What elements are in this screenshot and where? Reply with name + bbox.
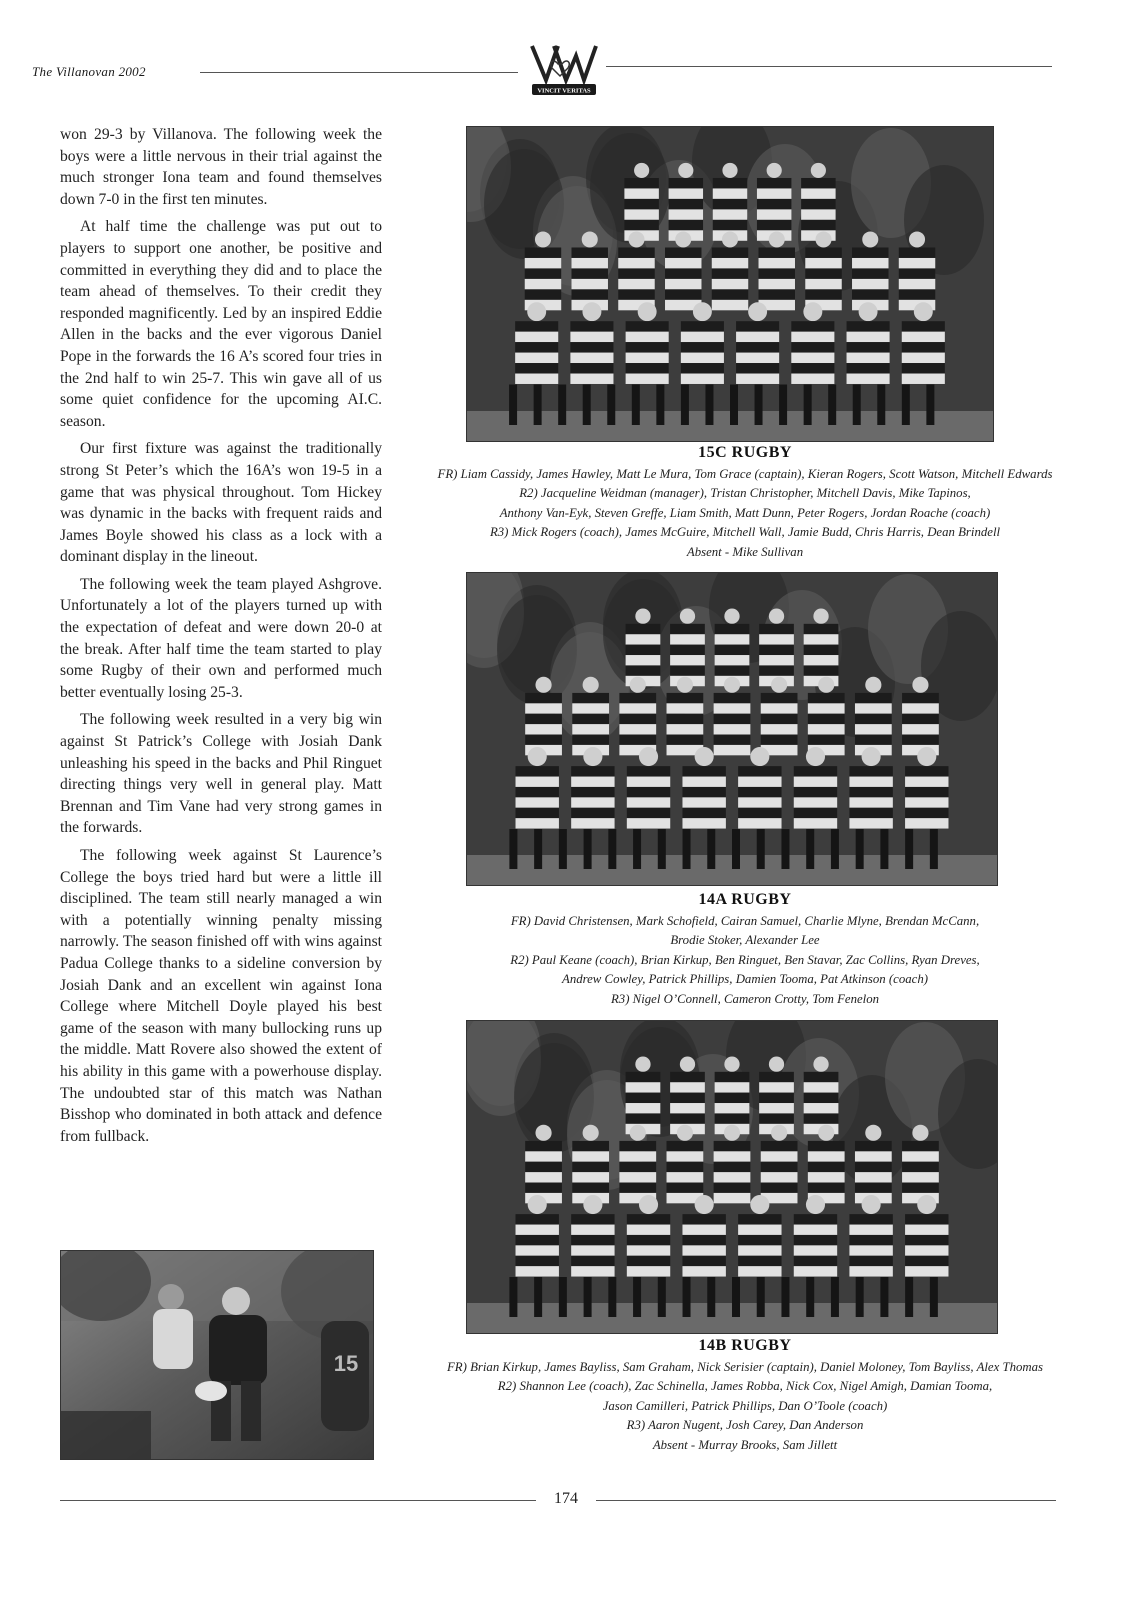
team-photo-art — [467, 127, 993, 441]
header-rule-left — [200, 72, 518, 73]
roster-line: Anthony Van-Eyk, Steven Greffe, Liam Smith, Matt Dunn, Peter Rogers, Jordan Roache (coach) — [499, 505, 991, 520]
roster-line: FR) David Christensen, Mark Schofield, Cairan Samuel, Charlie Mlyne, Brendan McCann, — [510, 914, 980, 928]
team-title: 14A RUGBY — [698, 891, 792, 908]
team-photo-14a — [466, 572, 998, 886]
roster-line: R2) Paul Keane (coach), Brian Kirkup, Ben Ringuet, Ben Stavar, Zac Collins, Ryan Dreves, — [510, 952, 980, 967]
footer-rule-right — [596, 1500, 1056, 1501]
team-photo-14b — [466, 1020, 998, 1334]
roster-line: FR) Brian Kirkup, James Bayliss, Sam Graham, Nick Serisier (captain), Daniel Moloney, Tom Bayliss, Alex Thomas — [446, 1360, 1044, 1374]
roster-line: Absent - Mike Sullivan — [686, 544, 804, 559]
roster-line: R2) Jacqueline Weidman (manager), Tristan Christopher, Mitchell Davis, Mike Tapinos, — [519, 486, 971, 501]
team-title: 15C RUGBY — [698, 444, 792, 461]
paragraph: Our first fixture was against the traditionally strong St Peter’s which the 16A’s won 19-5 in a game that was physical throughout. Tom Hickey was dynamic in the backs with frequent raids and James Boyle showed his class as a lock with a dominant display in the lineout. — [60, 440, 382, 566]
team-photo-art — [467, 573, 997, 885]
roster-line: FR) Liam Cassidy, James Hawley, Matt Le Mura, Tom Grace (captain), Kieran Rogers, Scott Watson, Mitchell Edwards — [437, 467, 1053, 481]
team-title: 14B RUGBY — [698, 1337, 792, 1354]
roster-line: Jason Camilleri, Patrick Phillips, Dan O’Toole (coach) — [602, 1398, 888, 1413]
roster-line: Absent - Murray Brooks, Sam Jillett — [652, 1437, 838, 1452]
running-header: The Villanovan 2002 — [32, 64, 146, 79]
footer-rule-left — [60, 1500, 536, 1501]
roster-line: R3) Aaron Nugent, Josh Carey, Dan Anderson — [626, 1418, 864, 1433]
crest-motto: VINCIT VERITAS — [537, 87, 591, 95]
roster-line: Andrew Cowley, Patrick Phillips, Damien Tooma, Pat Atkinson (coach) — [562, 972, 928, 987]
article-body — [60, 124, 382, 1153]
paragraph: won 29-3 by Villanova. The following week the boys were a little nervous in their trial against the much stronger Iona team and found themselves down 7-0 in the first ten minutes. — [60, 126, 382, 208]
header-rule-right — [606, 66, 1052, 67]
roster-line: Brodie Stoker, Alexander Lee — [670, 933, 820, 948]
caption-14b — [400, 1335, 1090, 1455]
caption-15c — [400, 442, 1090, 562]
match-action-photo — [60, 1250, 374, 1460]
paragraph: The following week the team played Ashgrove. Unfortunately a lot of the players turned up with the expectation of defeat and were down 20-0 at the break. After half time the team started to play some Rugby of their own and performed much better eventually losing 25-3. — [60, 575, 382, 701]
caption-14a — [400, 889, 1090, 1009]
team-photo-art — [467, 1021, 997, 1333]
page-number: 174 — [554, 1490, 578, 1507]
paragraph: At half time the challenge was put out to players to support one another, be positive and committed in everything they did and to place the team ahead of themselves. To their credit they responded magnificently. Led by an inspired Eddie Allen in the backs and the ever vigorous Daniel Pope in the forwards the 16 A’s scored four tries in the 2nd half to win 25-7. This win gave all of us some quiet confidence for the upcoming AI.C. season. — [60, 218, 382, 430]
school-crest-logo — [528, 40, 600, 98]
roster-line: R2) Shannon Lee (coach), Zac Schinella, James Robba, Nick Cox, Nigel Amigh, Damian Tooma, — [497, 1379, 993, 1394]
paragraph: The following week against St Laurence’s College the boys tried hard but were a little ill disciplined. The team still nearly managed a win with a potentially winning penalty missing narrowly. The season finished off with wins against Padua College thanks to a sideline conversion by Josiah Dank and an excellent win against Iona College where Mitchell Doyle played his best game of the season with many bullocking runs up the middle. Matt Rovere also showed the extent of his ability in this game with a powerhouse display. The undoubted star of this match was Nathan Bisshop who dominated in both attack and defence from fullback. — [60, 847, 382, 1145]
svg-text:15: 15 — [333, 1351, 359, 1376]
team-photo-15c — [466, 126, 994, 442]
roster-line: R3) Nigel O’Connell, Cameron Crotty, Tom Fenelon — [610, 991, 879, 1006]
roster-line: R3) Mick Rogers (coach), James McGuire, Mitchell Wall, Jamie Budd, Chris Harris, Dean Brindell — [489, 525, 1001, 540]
paragraph: The following week resulted in a very big win against St Patrick’s College with Josiah Dank unleashing his speed in the backs and Phil Ringuet directing things very well in general play. Matt Brennan and Tim Vane had very strong games in the forwards. — [60, 711, 382, 837]
